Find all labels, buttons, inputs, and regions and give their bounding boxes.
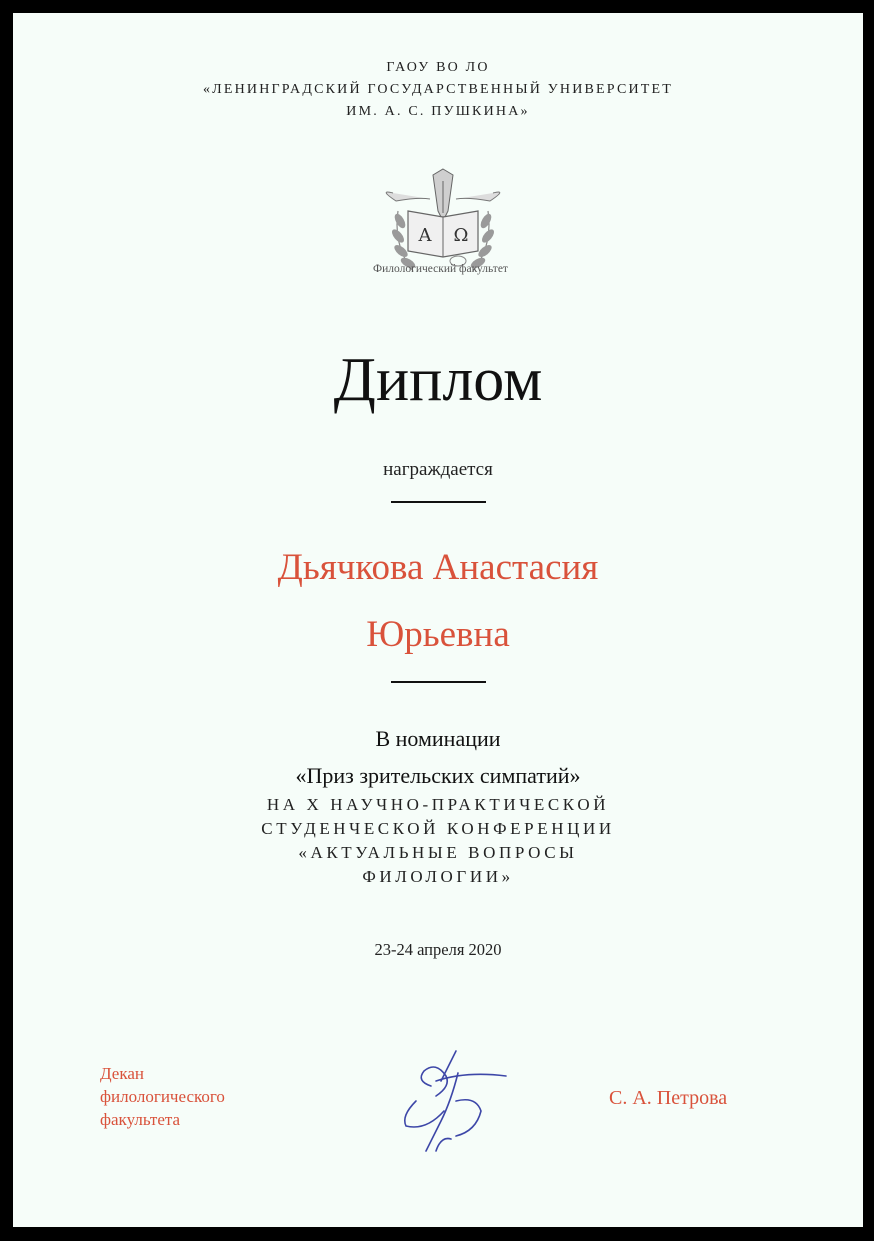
dean-position bbox=[100, 1062, 225, 1131]
dean-position-line-2: филологического bbox=[100, 1087, 225, 1106]
diploma-title: Диплом bbox=[333, 346, 543, 414]
diploma-sheet bbox=[13, 13, 863, 1227]
conference-line-2: СТУДЕНЧЕСКОЙ КОНФЕРЕНЦИИ bbox=[261, 819, 615, 838]
handwritten-signature-icon bbox=[396, 1041, 511, 1166]
recipient-name-line-1: Дьячкова Анастасия bbox=[277, 547, 599, 588]
org-line-2: «ЛЕНИНГРАДСКИЙ ГОСУДАРСТВЕННЫЙ УНИВЕРСИТЕТ bbox=[202, 82, 674, 97]
prize-name: «Приз зрительских симпатий» bbox=[295, 763, 581, 788]
conference-date: 23-24 апреля 2020 bbox=[374, 940, 502, 959]
org-line-3: ИМ. А. С. ПУШКИНА» bbox=[346, 104, 530, 119]
conference-line-1: НА X НАУЧНО-ПРАКТИЧЕСКОЙ bbox=[266, 795, 610, 814]
dean-position-line-3: факультета bbox=[100, 1110, 181, 1129]
conference-line-3: «АКТУАЛЬНЫЕ ВОПРОСЫ bbox=[298, 843, 578, 862]
recipient-name-line-2: Юрьевна bbox=[366, 614, 510, 655]
omega-letter: Ω bbox=[453, 225, 469, 246]
faculty-emblem-icon bbox=[358, 151, 528, 301]
conference-text bbox=[13, 793, 863, 889]
divider-top bbox=[391, 501, 486, 503]
dean-position-line-1: Декан bbox=[100, 1064, 144, 1083]
alpha-letter: Α bbox=[418, 225, 432, 246]
nomination-label: В номинации bbox=[375, 726, 501, 751]
university-header bbox=[13, 57, 863, 123]
awarded-label: награждается bbox=[383, 459, 493, 480]
signer-name: С. А. Петрова bbox=[609, 1087, 728, 1109]
org-line-1: ГАОУ ВО ЛО bbox=[386, 60, 490, 75]
divider-bottom bbox=[391, 681, 486, 683]
faculty-caption: Филологический факультет bbox=[373, 263, 508, 275]
conference-line-4: ФИЛОЛОГИИ» bbox=[362, 867, 514, 886]
